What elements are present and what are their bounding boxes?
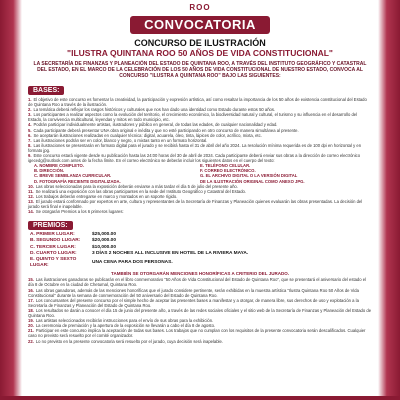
required-item: E. TELÉFONO CELULAR. xyxy=(200,163,251,169)
honorable-mentions-note: TAMBIÉN SE OTORGARÁN MENCIONES HONORÍFICAS A CRITERIO DEL JURADO. xyxy=(111,271,289,277)
prize-value: $20,000.00 xyxy=(92,238,117,244)
required-data-right xyxy=(200,163,366,183)
required-item: F. CORREO ELECTRÓNICO. xyxy=(200,168,256,174)
contest-title: CONCURSO DE ILUSTRACIÓN xyxy=(134,38,266,48)
required-item: G. EL ARCHIVO DIGITAL O LA VERSIÓN DIGITAL xyxy=(200,173,298,179)
required-data-columns xyxy=(22,163,378,183)
list-item: 9. Este concurso estará vigente desde su publicación hasta las 24:00 horas del 30 de abril de 2024. Cada participante deberá enviar sus obras a la dirección de correo electrónico igecedg@outlook.com antes de la fecha límite. En el correo electrónico se deberán incluir los siguientes datos en el cuerpo del texto: xyxy=(28,153,361,164)
list-item: 19. Las artistas seleccionados recibirán instrucciones para el envío de sus obras para la exhibición. xyxy=(28,318,214,324)
list-item: 5. Cada participante deberá presentar UNA obra original e inédita y que no esté participando en otro concurso de manera simultánea al presente. xyxy=(28,127,299,133)
list-item: 1. El objetivo de este concurso es fomentar la creatividad, la participación y expresión artística, así como resaltar la importancia de los 50 años de existencia constitucional del Estado de Quintana Roo a través de la ilustración. xyxy=(28,97,367,108)
list-item: 12. Los trabajos deberán entregarse en marco y montados en un soporte rígido. xyxy=(28,193,178,199)
list-item: 18. Los resultados se darán a conocer el día 15 de junio del presente año, a través de las redes sociales oficiales y el sitio web de la Secretaría de Finanzas y Planeación del Estado de Quintana Roo. xyxy=(28,307,372,319)
list-item: 22. Lo no previsto en la presente convocatoria será resuelto por el jurado, cuya decisión será inapelable. xyxy=(28,338,223,344)
logo-row xyxy=(22,0,378,14)
list-item: 10. Las obras seleccionadas para la exposición deberán enviarse a más tardar el día 5 de julio del presente año. xyxy=(28,183,238,189)
prize-value: $10,000.00 xyxy=(92,244,117,250)
poster-content xyxy=(22,0,378,400)
bases-list-continued xyxy=(22,184,378,215)
list-item: 14. Se otorgarán Premios a los 6 primeros lugares: xyxy=(28,209,124,215)
bases-heading: BASES: xyxy=(28,86,64,95)
intro-paragraph: LA SECRETARÍA DE FINANZAS Y PLANEACIÓN DEL ESTADO DE QUINTANA ROO, A TRAVÉS DEL INSTITUTO GEOGRÁFICO Y CATASTRAL DEL ESTADO, EN EL MARCO DE LA CELEBRACIÓN DE LOS 50 AÑOS DE VIDA CONSTITUCIONAL DE NUESTRO ESTADO, CONVOCA AL CONCURSO "ILUSTRA A QUINTANA ROO" BAJO LAS SIGUIENTES: xyxy=(33,61,367,79)
bases-list-final xyxy=(22,277,378,343)
prize-place: E. QUINTO Y SEXTO LUGAR: xyxy=(30,256,77,269)
required-item: A. NOMBRE COMPLETO. xyxy=(34,163,84,169)
list-item: 11. Se realizará una exposición con las obras participantes en la sede del Instituto Geográfico y Catastral del Estado. xyxy=(28,188,247,194)
list-item: 17. Los concursantes del presente concurso por el simple hecho de aceptar las presentes bases a manifestar y a otorgar, de manera libre, sus derechos de uso y explotación a la Secretaría de Finanzas y Planeación del Estado de Quintana Roo. xyxy=(28,297,359,308)
prize-value: $25,000.00 xyxy=(92,232,117,238)
contest-subtitle: "ILUSTRA QUINTANA ROO 50 AÑOS DE VIDA CONSTITUCIONAL" xyxy=(67,48,333,58)
list-item: 2. La temática deberá reflejar los rasgos históricos y culturales que nos han dado una identidad como Estado durante estos 50 años. xyxy=(28,107,276,113)
prize-place: C. TERCER LUGAR: xyxy=(30,244,76,250)
prize-place: B. SEGUNDO LUGAR: xyxy=(30,238,81,244)
prize-place: D. CUARTO LUGAR: xyxy=(30,250,77,256)
required-item: D. FOTOGRAFÍA RECIENTE DIGITALIZADA. xyxy=(34,178,121,184)
prize-value: 3 DÍAS 2 NOCHES ALL INCLUSIVE EN HOTEL DE LA RIVIERA MAYA. xyxy=(92,250,249,256)
bases-list xyxy=(22,97,378,163)
list-item: 7. Las ilustraciones podrán ser en color, blanco y negro, o mixtas tanto en un formato horizontal. xyxy=(28,137,208,143)
list-item: 13. El jurado estará conformado por expertos en arte, cultura y representantes de la Secretaría de Finanzas y Planeación quienes evaluarán las obras presentadas. La decisión del jurado será final e inapelable. xyxy=(28,198,363,209)
list-item: 21. Participar en este concurso implica la aceptación de todas sus bases. Los trabajos que no cumplan con los requisitos de la presente convocatoria serán descalificados. Cualquier caso no previsto será resuelto por el comité organizador. xyxy=(28,328,366,339)
required-data-left xyxy=(34,163,200,183)
list-item: 8. Las ilustraciones se presentarán en formato digital para el jurado y se recibirá hasta el 31 de abril del año 2024. La resolución mínima requerida es de 100 dpi en horizontal y en formato jpg. xyxy=(28,142,362,153)
left-decorative-band xyxy=(0,0,22,400)
list-item: 3. Los participantes a realizar aspectos como la evolución del territorio, el crecimiento económico, la biodiversidad natural y cultural, el turismo y su influencia en el desarrollo del Estado, la convivencia multicultural, leyendas y mitos en todo municipio, etc. xyxy=(28,112,358,123)
convocatoria-badge: CONVOCATORIA xyxy=(130,16,270,34)
required-item: C. BREVE SEMBLANZA CURRICULAR. xyxy=(34,173,112,179)
prize-place: A. PRIMER LUGAR: xyxy=(30,232,75,238)
prize-row xyxy=(22,257,378,269)
prize-value: UNA CENA PARA DOS PERSONAS. xyxy=(92,260,173,266)
list-item: 20. La ceremonia de premiación y la apertura de la exposición se llevarán a cabo el día 8 de agosto. xyxy=(28,323,216,329)
list-item: 15. Las ilustraciones ganadoras se publicarán en el libro conmemorativo "50 Años de Vida Constitucional del Estado de Quintana Roo", que se presentará el aniversario del estado el día 8 de Octubre en la ciudad de Chetumal, Quintana Roo. xyxy=(28,277,367,288)
footer-band xyxy=(0,396,400,400)
right-decorative-band xyxy=(378,0,400,400)
list-item: 16. Las obras ganadoras, además de las menciones honoríficas que el jurado considere pertinente, serán exhibidas en la muestra artística "Ilustra Quintana Roo 50 Años de Vida Constitucional" durante la semana de conmemoración del 50 aniversario del Estado de Quintana Roo. xyxy=(28,287,359,298)
prizes-heading: PREMIOS: xyxy=(28,221,73,230)
required-item: DE LA ILUSTRACIÓN ORIGINAL COMO ANEXO JPG. xyxy=(200,178,305,184)
required-item: B. DIRECCIÓN. xyxy=(34,168,65,174)
list-item: 6. Se aceptarán ilustraciones realizadas en cualquier técnica: digital, acuarela, óleo, tinta, lápices de color, acrílico, mixta, etc. xyxy=(28,132,262,138)
list-item: 4. Podrán participar individualmente artistas, ilustradores y público en general, de todas las edades, de cualquier nacionalidad y edad. xyxy=(28,122,278,128)
government-logo: ROO xyxy=(189,2,211,12)
